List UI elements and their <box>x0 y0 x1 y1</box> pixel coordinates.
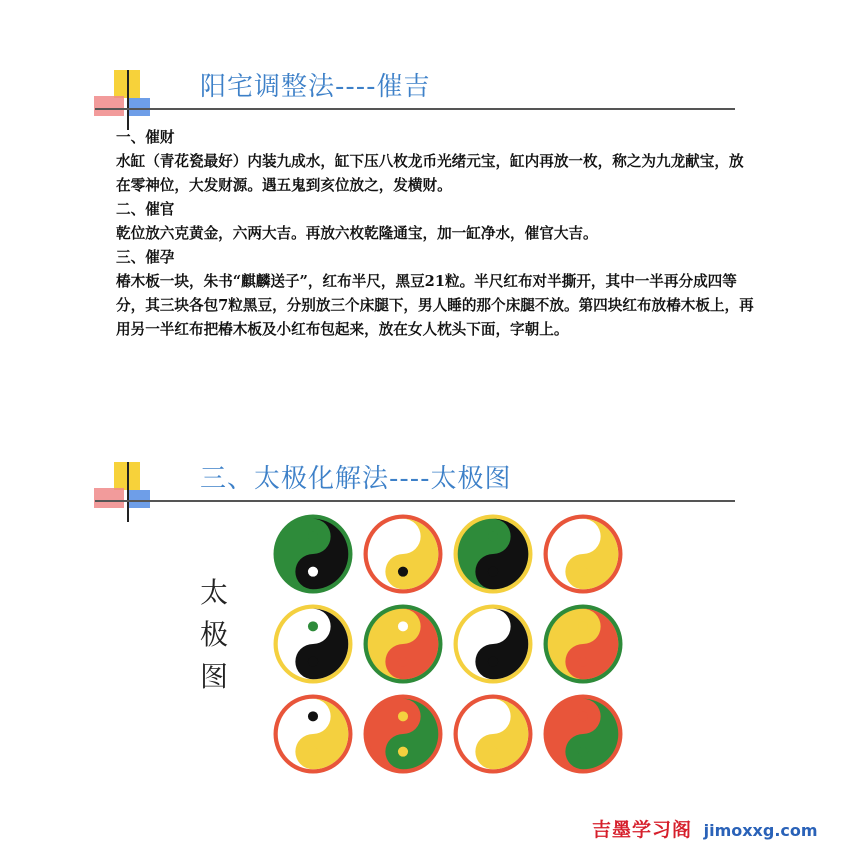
taiji-symbol-icon <box>451 512 535 596</box>
taiji-symbol-icon <box>451 602 535 686</box>
section1-body <box>116 126 756 342</box>
heading-rule-2 <box>95 500 735 502</box>
paragraph-cuicai: 水缸（青花瓷最好）内装九成水，缸下压八枚龙币光绪元宝，缸内再放一枚，称之为九龙献宝，放在零神位，大发财源。遇五鬼到亥位放之，发横财。 <box>116 153 744 194</box>
blue-square <box>128 490 150 508</box>
blue-square <box>128 98 150 116</box>
slide-decoration-2 <box>92 462 192 532</box>
vertical-char-2: 极 <box>199 618 228 651</box>
taiji-symbol-icon <box>271 602 355 686</box>
site-watermark <box>592 815 818 842</box>
section1-title: 阳宅调整法----催吉 <box>200 72 431 102</box>
heading-cuiguan: 二、催官 <box>116 201 175 218</box>
red-square <box>94 488 124 508</box>
vertical-char-1: 太 <box>199 576 228 609</box>
taiji-symbol-icon <box>271 692 355 776</box>
taiji-vertical-label <box>194 572 234 698</box>
taiji-symbol-icon <box>451 692 535 776</box>
heading-cuicai: 一、催财 <box>116 129 175 146</box>
heading-rule-1 <box>95 108 735 110</box>
paragraph-cuiguan: 乾位放六克黄金，六两大吉。再放六枚乾隆通宝，加一缸净水，催官大吉。 <box>116 225 598 242</box>
section2-title: 三、太极化解法----太极图 <box>200 464 512 494</box>
paragraph-cuiyun: 椿木板一块，朱书“麒麟送子”，红布半尺，黑豆21粒。半尺红布对半撕开，其中一半再分成四等分，其三块各包7粒黑豆，分别放三个床腿下，男人睡的那个床腿不放。第四块红布放椿木板上，再用另一半红布把椿木板及小红布包起来，放在女人枕头下面，字朝上。 <box>116 273 754 338</box>
vertical-char-3: 图 <box>199 660 228 693</box>
taiji-symbol-icon <box>361 602 445 686</box>
taiji-symbol-icon <box>361 512 445 596</box>
taiji-symbol-icon <box>541 512 625 596</box>
taiji-symbol-icon <box>361 692 445 776</box>
vertical-rule <box>127 462 129 522</box>
taiji-symbol-icon <box>541 602 625 686</box>
watermark-en: jimoxxg.com <box>703 821 818 840</box>
vertical-rule <box>127 70 129 130</box>
taiji-symbol-icon <box>271 512 355 596</box>
red-square <box>94 96 124 116</box>
taiji-symbol-icon <box>541 692 625 776</box>
heading-cuiyun: 三、催孕 <box>116 249 175 266</box>
watermark-cn: 吉墨学习阁 <box>592 819 693 841</box>
